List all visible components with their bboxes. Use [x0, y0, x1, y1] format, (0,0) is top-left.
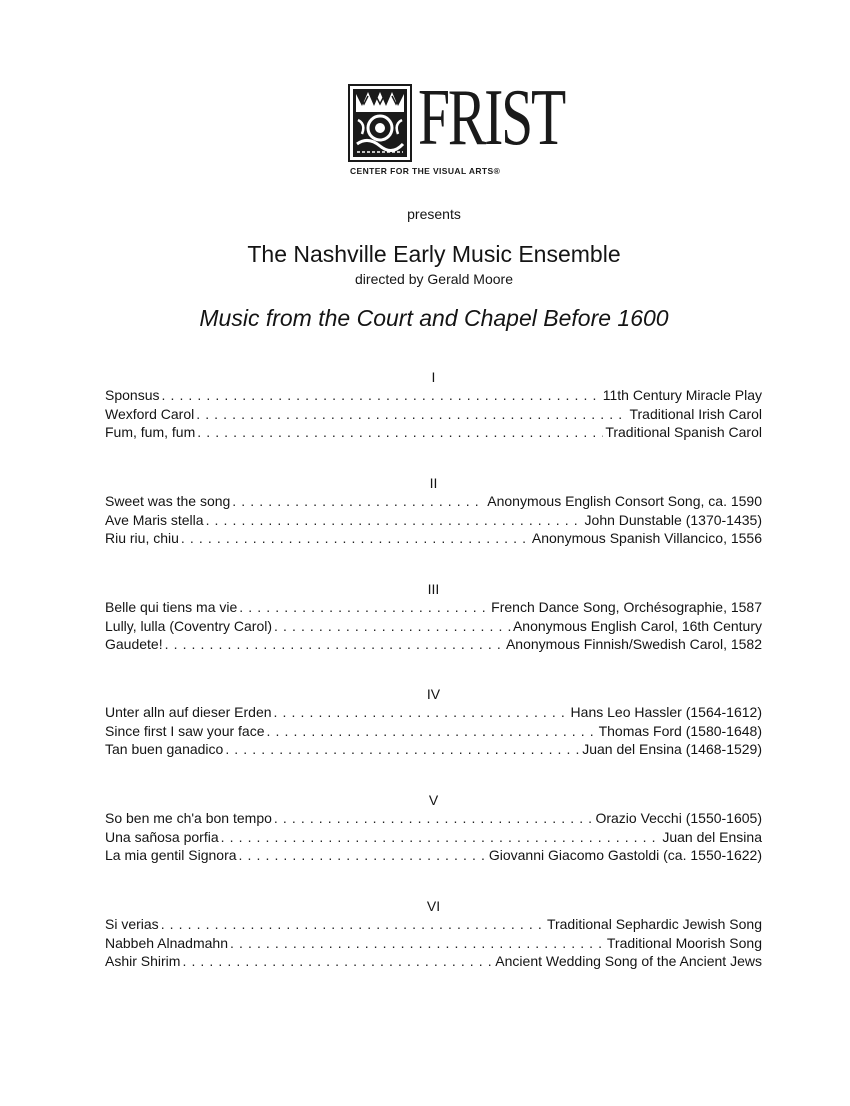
piece-title: Si verias: [105, 916, 159, 932]
program-item: [105, 952, 762, 971]
section-numeral: II: [429, 475, 438, 491]
program-section-5: [105, 791, 762, 865]
program-item: [105, 529, 762, 548]
piece-source: Traditional Moorish Song: [606, 934, 762, 951]
dot-leader: [206, 511, 583, 530]
dot-leader: [232, 492, 485, 511]
frist-logo: [348, 74, 565, 184]
piece-title: Unter alln auf dieser Erden: [105, 704, 272, 720]
piece-source: Hans Leo Hassler (1564-1612): [570, 704, 762, 720]
piece-title: Since first I saw your face: [105, 722, 265, 739]
dot-leader: [239, 846, 487, 865]
piece-source: Ancient Wedding Song of the Ancient Jews: [495, 953, 762, 969]
piece-source: Traditional Spanish Carol: [605, 424, 762, 440]
piece-title: Sponsus: [105, 387, 160, 403]
program-item: [105, 915, 762, 934]
dot-leader: [181, 529, 530, 548]
program-item: [105, 405, 762, 424]
dot-leader: [230, 934, 605, 953]
dot-leader: [274, 703, 569, 722]
dot-leader: [196, 405, 627, 424]
dot-leader: [274, 617, 511, 636]
dot-leader: [165, 635, 504, 654]
piece-source: Anonymous English Carol, 16th Century: [512, 617, 762, 634]
program-item: [105, 423, 762, 442]
logo-tagline: CENTER FOR THE VISUAL ARTS®: [350, 166, 501, 176]
piece-source: Thomas Ford (1580-1648): [598, 722, 762, 739]
piece-source: French Dance Song, Orchésographie, 1587: [491, 599, 762, 615]
piece-source: Juan del Ensina: [662, 828, 762, 845]
program-item: [105, 809, 762, 828]
program-item: [105, 492, 762, 511]
section-numeral: VI: [426, 898, 441, 914]
section-numeral: I: [431, 369, 436, 385]
piece-title: Nabbeh Alnadmahn: [105, 934, 228, 951]
program-item: [105, 386, 762, 405]
program-item: [105, 617, 762, 636]
program-section-2: [105, 474, 762, 548]
program-section-3: [105, 580, 762, 654]
dot-leader: [267, 722, 597, 741]
director-credit: directed by Gerald Moore: [355, 271, 513, 287]
program-section-6: [105, 897, 762, 971]
piece-title: So ben me ch'a bon tempo: [105, 810, 272, 826]
program-item: [105, 703, 762, 722]
ensemble-name: The Nashville Early Music Ensemble: [247, 241, 621, 267]
piece-title: Una sañosa porfia: [105, 828, 219, 845]
section-numeral: IV: [426, 686, 441, 702]
piece-title: Fum, fum, fum: [105, 424, 196, 440]
piece-title: Tan buen ganadico: [105, 741, 224, 757]
piece-title: Ave Maris stella: [105, 511, 204, 528]
presents-text: presents: [407, 206, 461, 222]
dot-leader: [161, 915, 545, 934]
logo-wordmark: FRIST: [418, 74, 565, 162]
piece-source: 11th Century Miracle Play: [602, 387, 762, 403]
piece-source: Traditional Sephardic Jewish Song: [546, 916, 762, 932]
piece-title: Gaudete!: [105, 636, 163, 652]
piece-source: Anonymous English Consort Song, ca. 1590: [487, 493, 762, 509]
piece-title: Lully, lulla (Coventry Carol): [105, 617, 273, 634]
piece-title: Ashir Shirim: [105, 953, 181, 969]
program-item: [105, 846, 762, 865]
piece-title: Wexford Carol: [105, 405, 195, 422]
program-item: [105, 635, 762, 654]
piece-source: Orazio Vecchi (1550-1605): [595, 810, 762, 826]
piece-title: Sweet was the song: [105, 493, 231, 509]
dot-leader: [161, 386, 600, 405]
piece-title: Riu riu, chiu: [105, 530, 179, 546]
program-section-4: [105, 685, 762, 759]
piece-title: La mia gentil Signora: [105, 847, 237, 863]
program-item: [105, 740, 762, 759]
piece-source: Anonymous Spanish Villancico, 1556: [531, 530, 762, 546]
piece-source: Juan del Ensina (1468-1529): [582, 741, 762, 757]
dot-leader: [182, 952, 493, 971]
program-item: [105, 598, 762, 617]
program-item: [105, 934, 762, 953]
frist-emblem-icon: [348, 84, 412, 162]
program-item: [105, 722, 762, 741]
program-section-1: [105, 368, 762, 442]
section-numeral: III: [427, 581, 440, 597]
dot-leader: [225, 740, 580, 759]
dot-leader: [221, 828, 661, 847]
concert-title: Music from the Court and Chapel Before 1600: [199, 305, 669, 331]
piece-source: Anonymous Finnish/Swedish Carol, 1582: [505, 636, 762, 652]
program-item: [105, 828, 762, 847]
program-item: [105, 511, 762, 530]
piece-title: Belle qui tiens ma vie: [105, 599, 238, 615]
dot-leader: [274, 809, 594, 828]
piece-source: Giovanni Giacomo Gastoldi (ca. 1550-1622): [488, 847, 762, 863]
piece-source: Traditional Irish Carol: [629, 405, 762, 422]
section-numeral: V: [428, 792, 439, 808]
dot-leader: [197, 423, 603, 442]
dot-leader: [239, 598, 489, 617]
piece-source: John Dunstable (1370-1435): [584, 511, 762, 528]
